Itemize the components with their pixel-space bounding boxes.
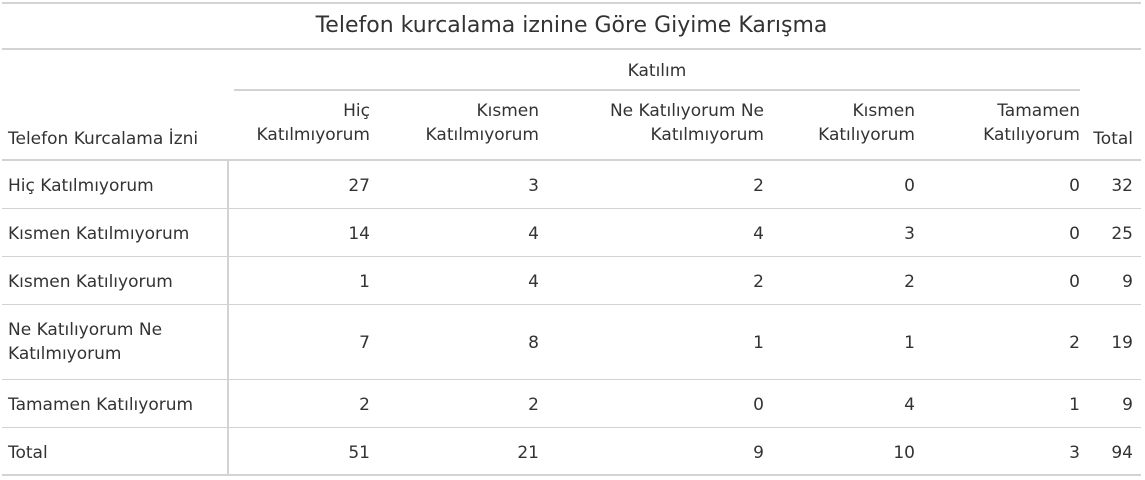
table-cell: 2: [904, 272, 915, 292]
row-label: Kısmen Katılmıyorum: [8, 224, 190, 244]
table-cell: 0: [1069, 272, 1080, 292]
table-cell-total: 94: [1111, 443, 1133, 463]
table-cell: 9: [753, 443, 764, 463]
table-cell: 21: [517, 443, 539, 463]
table-cell: 14: [348, 224, 370, 244]
table-cell: 1: [359, 272, 370, 292]
table-cell-total: 9: [1122, 395, 1133, 415]
table-cell-total: 19: [1111, 333, 1133, 353]
table-cell: 2: [359, 395, 370, 415]
table-cell: 51: [348, 443, 370, 463]
table-title: Telefon kurcalama iznine Göre Giyime Karışma: [2, 2, 1141, 50]
table-cell: 1: [1069, 395, 1080, 415]
column-spanner-label: Katılım: [627, 61, 687, 81]
table-cell: 7: [359, 333, 370, 353]
column-header-total: Total: [1093, 129, 1133, 149]
table-cell: 2: [1069, 333, 1080, 353]
crosstab-table: [2, 0, 1143, 478]
table-cell: 2: [753, 272, 764, 292]
table-cell-total: 25: [1111, 224, 1133, 244]
table-cell: 4: [753, 224, 764, 244]
column-header-tamamen-katiliyorum: Tamamen Katılıyorum: [983, 101, 1080, 145]
table-cell: 2: [528, 395, 539, 415]
table-cell: 0: [1069, 224, 1080, 244]
row-rule: [2, 208, 1141, 209]
table-cell: 0: [753, 395, 764, 415]
table-cell: 10: [893, 443, 915, 463]
row-label: Total: [8, 443, 48, 463]
table-cell: 0: [904, 176, 915, 196]
column-spanner-rule: [234, 89, 1080, 91]
column-header-hic-katilmiyorum: Hiç Katılmıyorum: [256, 101, 370, 145]
table-cell: 0: [1069, 176, 1080, 196]
table-cell: 3: [904, 224, 915, 244]
header-rule: [2, 159, 1141, 161]
row-rule: [2, 379, 1141, 380]
table-bottom-rule: [2, 474, 1141, 476]
stub-header: Telefon Kurcalama İzni: [8, 129, 199, 149]
row-rule: [2, 304, 1141, 305]
row-label: Ne Katılıyorum Ne Katılmıyorum: [8, 320, 163, 364]
column-header-kismen-katilmiyorum: Kısmen Katılmıyorum: [425, 101, 539, 145]
table-cell: 1: [753, 333, 764, 353]
table-cell: 27: [348, 176, 370, 196]
table-cell: 8: [528, 333, 539, 353]
table-cell: 3: [1069, 443, 1080, 463]
table-cell-total: 9: [1122, 272, 1133, 292]
column-header-kismen-katiliyorum: Kısmen Katılıyorum: [818, 101, 915, 145]
row-rule: [2, 256, 1141, 257]
table-cell: 3: [528, 176, 539, 196]
table-cell: 4: [528, 224, 539, 244]
table-cell-total: 32: [1111, 176, 1133, 196]
row-rule: [2, 427, 1141, 428]
column-header-ne-katiliyorum-ne-katilmiyorum: Ne Katılıyorum Ne Katılmıyorum: [609, 101, 764, 145]
table-cell: 4: [904, 395, 915, 415]
row-label: Hiç Katılmıyorum: [8, 176, 154, 196]
row-label: Tamamen Katılıyorum: [8, 395, 194, 415]
table-cell: 1: [904, 333, 915, 353]
row-label: Kısmen Katılıyorum: [8, 272, 173, 292]
table-cell: 4: [528, 272, 539, 292]
table-cell: 2: [753, 176, 764, 196]
